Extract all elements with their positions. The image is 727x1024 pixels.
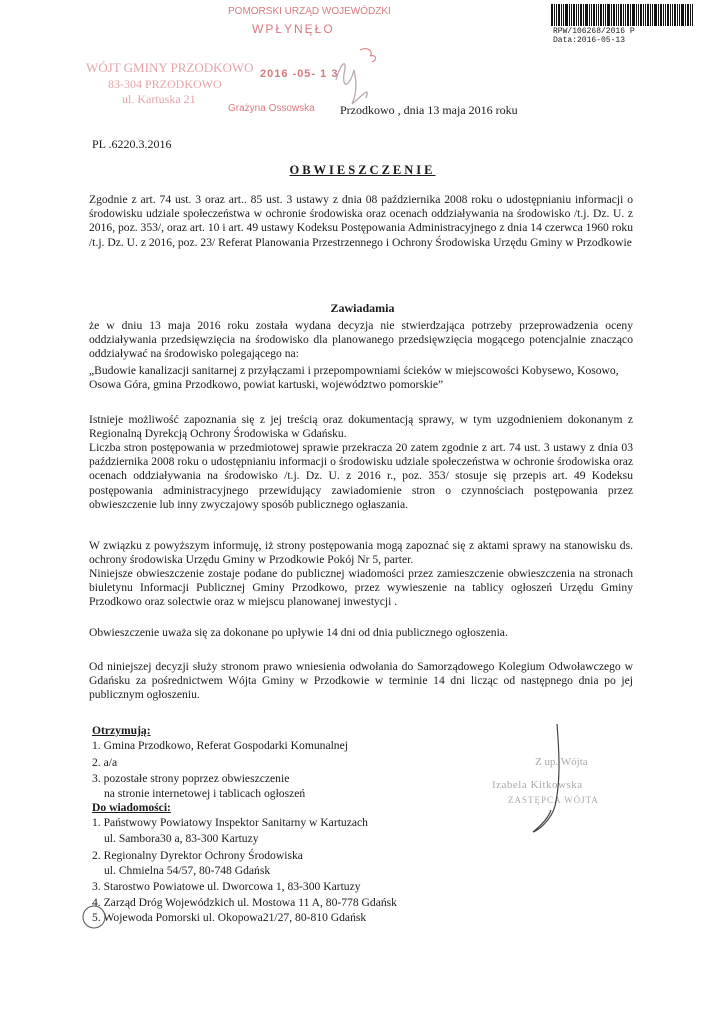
stamp-wojt-postcode: 83-304 PRZODKOWO (108, 77, 222, 91)
barcode-bar (677, 4, 678, 26)
signature-line-1: Z up. Wójta (535, 756, 588, 768)
info-recipient-item: 3. Starostwo Powiatowe ul. Dworcowa 1, 83-300 Kartuzy (92, 880, 361, 893)
handwritten-circle (80, 903, 110, 931)
barcode-bar (558, 4, 560, 26)
reference-number: PL .6220.3.2016 (92, 137, 172, 151)
info-recipient-item: ul. Sambora30 a, 83-300 Kartuzy (104, 832, 259, 845)
barcode-number: RPW/106268/2016 P (553, 27, 635, 36)
barcode-bar (679, 4, 680, 26)
info-recipient-item: 5. Wojewoda Pomorski ul. Okopowa21/27, 80-810 Gdańsk (92, 911, 367, 924)
info-recipient-item: 4. Zarząd Dróg Wojewódzkich ul. Mostowa 11 A, 80-778 Gdańsk (92, 896, 397, 909)
barcode-bar (625, 4, 626, 26)
barcode-bar (638, 4, 639, 26)
info-recipient-item: 1. Państwowy Powiatowy Inspektor Sanitarny w Kartuzach (92, 816, 368, 829)
barcode-bar (630, 4, 631, 26)
barcode-bar (565, 4, 568, 26)
notice-heading: Zawiadamia (330, 301, 395, 315)
barcode-bar (561, 4, 562, 26)
barcode-bar (674, 4, 676, 26)
barcode-bar (660, 4, 662, 26)
stamp-wojt-title: WÓJT GMINY PRZODKOWO (86, 60, 254, 75)
barcode (551, 4, 697, 26)
barcode-bar (578, 4, 579, 26)
possibility-paragraph: Istnieje możliwość zapoznania się z jej treścią oraz dokumentacją sprawy, w tym uzgodnieniem dokonanym z Regionalną Dyrekcją Ochrony Środowiska w Gdańsku. (89, 413, 633, 441)
barcode-bar (551, 4, 553, 26)
barcode-bar (658, 4, 659, 26)
barcode-bar (616, 4, 617, 26)
barcode-bar (681, 4, 684, 26)
barcode-bar (605, 4, 606, 26)
barcode-bar (623, 4, 624, 26)
place-date: Przodkowo , dnia 13 maja 2016 roku (340, 103, 518, 117)
document-title: OBWIESZCZENIE (289, 163, 436, 177)
info-recipients-heading: Do wiadomości: (92, 801, 171, 814)
barcode-bar (571, 4, 572, 26)
recipient-item: 1. Gmina Przodkowo, Referat Gospodarki Komunalnej (92, 739, 348, 752)
barcode-bar (627, 4, 629, 26)
barcode-bar (687, 4, 689, 26)
signature-position: ZASTĘPCA WÓJTA (508, 795, 599, 805)
recipient-item: 3. pozostałe strony poprzez obwieszczenie (92, 772, 290, 785)
stamp-office-name: POMORSKI URZĄD WOJEWÓDZKI (228, 6, 391, 17)
barcode-bar (636, 4, 637, 26)
public-paragraph: Niniejsze obwieszczenie zostaje podane do publicznej wiadomości przez zamieszczenie obwieszczenia na stronach biuletynu Informacji Publicznej Gminy Przodkowo, przez wywieszenie na tablicy ogłoszeń Urzędu Gminy Przodkowo oraz solectwie oraz w miejscu planowanej inwestycji . (89, 567, 633, 609)
barcode-bar (643, 4, 644, 26)
barcode-bar (645, 4, 646, 26)
barcode-bar (647, 4, 649, 26)
barcode-bar (580, 4, 582, 26)
barcode-date: Data:2016-05-13 (553, 36, 626, 45)
intro-paragraph: Zgodnie z art. 74 ust. 3 oraz art.. 85 ust. 3 ustawy z dnia 08 października 2008 roku o udostępnianiu informacji o środowisku udziale społeczeństwa w ochronie środowiska oraz ocenach oddziaływania na środowisko /t.j. Dz. U. z 2016, poz. 353/, oraz art. 10 i art. 49 ustawy Kodeksu Postępowania Administracyjnego z dnia 14 czerwca 1960 roku /t.j. Dz. U. z 2016, poz. 23/ Referat Planowania Przestrzennego i Ochrony Środowiska Urzędu Gminy w Przodkowie (89, 193, 633, 249)
barcode-bar (692, 4, 693, 26)
barcode-bar (663, 4, 664, 26)
project-name: „Budowie kanalizacji sanitarnej z przyłączami i przepompowniami ścieków w miejscowości Kobysewo, Kosowo, Osowa Góra, gmina Przodkowo, powiat kartuski, województwo pomorskie” (89, 364, 619, 392)
barcode-bar (607, 4, 610, 26)
barcode-bar (690, 4, 691, 26)
barcode-bar (585, 4, 588, 26)
barcode-bar (576, 4, 577, 26)
barcode-bar (620, 4, 622, 26)
barcode-bar (654, 4, 657, 26)
barcode-bar (600, 4, 602, 26)
appeal-paragraph: Od niniejszej decyzji służy stronom prawo wniesienia odwołania do Samorządowego Kolegium Odwoławczego w Gdańsku za pośrednictwem Wójta Gminy w Przodkowie w terminie 14 dni licząc od następnego dnia po jej publicznym ogłoszeniu. (89, 660, 633, 702)
recipient-item: na stronie internetowej i tablicach ogłoszeń (104, 787, 306, 800)
barcode-bar (573, 4, 575, 26)
info-recipient-item: 2. Regionalny Dyrektor Ochrony Środowiska (92, 849, 303, 862)
barcode-bar (569, 4, 570, 26)
barcode-bar (554, 4, 555, 26)
barcode-bar (632, 4, 635, 26)
barcode-bar (589, 4, 590, 26)
barcode-bar (665, 4, 666, 26)
barcode-bar (556, 4, 557, 26)
recipient-item: 2. a/a (92, 756, 118, 769)
stamp-received-label: WPŁYNĘŁO (252, 22, 335, 36)
barcode-bar (672, 4, 673, 26)
stamp-clerk-name: Grażyna Ossowska (228, 103, 315, 114)
info-paragraph: W związku z powyższym informuję, iż strony postępowania mogą zapoznać się z aktami sprawy na stanowisku ds. ochrony środowiska Urzędu Gminy w Przodkowie Pokój Nr 5, parter. (89, 539, 633, 567)
barcode-bar (598, 4, 599, 26)
barcode-bar (583, 4, 584, 26)
barcode-bar (618, 4, 619, 26)
barcode-bar (652, 4, 653, 26)
handwritten-signature (525, 720, 585, 835)
barcode-bar (670, 4, 671, 26)
barcode-bar (667, 4, 669, 26)
barcode-bar (593, 4, 595, 26)
barcode-bar (640, 4, 642, 26)
info-recipient-item: ul. Chmielna 54/57, 80-748 Gdańsk (104, 864, 271, 877)
barcode-bar (650, 4, 651, 26)
barcode-bar (591, 4, 592, 26)
decision-paragraph: że w dniu 13 maja 2016 roku została wydana decyzja nie stwierdzająca potrzeby przeprowadzenia oceny oddziaływania przedsięwzięcia na środowisko dla planowanego przedsięwzięcia mogącego potencjalnie znacząco oddziaływać na środowisko polegającego na: (89, 319, 633, 361)
recipients-heading: Otrzymują: (92, 724, 151, 737)
stamp-received-date: 2016 -05- 1 3 (260, 68, 339, 80)
barcode-bar (563, 4, 564, 26)
barcode-bar (611, 4, 612, 26)
deemed-paragraph: Obwieszczenie uważa się za dokonane po upływie 14 dni od dnia publicznego ogłoszenia. (89, 626, 508, 639)
signature-name: Izabela Kitkowska (492, 779, 583, 791)
stamp-wojt-street: ul. Kartuska 21 (122, 92, 196, 106)
barcode-bar (685, 4, 686, 26)
barcode-bar (603, 4, 604, 26)
parties-paragraph: Liczba stron postępowania w przedmiotowej sprawie przekracza 20 zatem zgodnie z art. 74 ust. 3 ustawy z dnia 03 października 2008 roku o udostępnianiu informacji o środowisku udziale społeczeństwa w ochronie środowiska oraz ocenach oddziaływania na środowisko /t.j. Dz. U. z 2016 r., poz. 353/ stosuje się przepis art. 49 Kodeksu postępowania administracyjnego przewidujący zawiadomienie stron o czynnościach postępowania przez obwieszczenie lub inny zwyczajowy sposób publicznego ogłaszania. (89, 441, 633, 511)
barcode-bar (613, 4, 615, 26)
barcode-bar (596, 4, 597, 26)
